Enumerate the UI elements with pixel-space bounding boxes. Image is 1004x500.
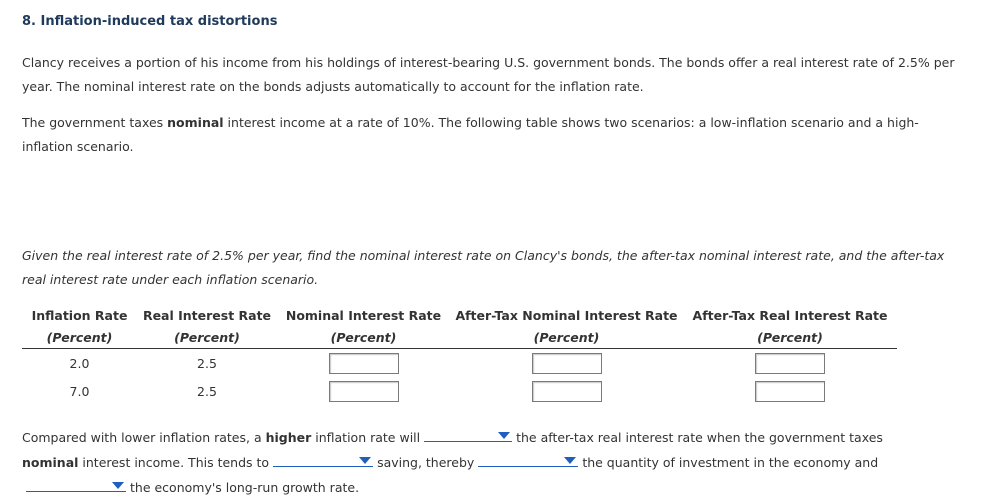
fill-text: inflation rate will [311,430,421,445]
inflation-scenarios-table [22,304,897,405]
inflation-rate-cell: 7.0 [69,383,90,399]
subheader-percent: (Percent) [137,326,277,349]
table-row [22,349,897,378]
fill-text: interest income. This tends to [78,455,270,470]
subheader-percent: (Percent) [22,326,137,349]
fill-text-bold: nominal [22,455,79,470]
header-nominal-interest-rate: Nominal Interest Rate [285,307,442,323]
fill-text: Compared with lower inflation rates, a [22,430,266,445]
real-interest-rate-cell: 2.5 [197,355,217,371]
table-subheader-row [22,326,897,349]
after-tax-real-rate-dropdown[interactable] [424,425,512,442]
header-real-interest-rate: Real Interest Rate [142,307,272,323]
fill-text: the after-tax real interest rate when the government taxes [516,430,883,445]
fill-text: the quantity of investment in the economy and [582,455,879,470]
after-tax-real-input[interactable] [755,353,825,374]
chevron-down-icon [112,482,124,489]
fill-text: saving, thereby [377,455,475,470]
tax-paragraph-bold: nominal [167,115,224,130]
chevron-down-icon [359,457,371,464]
saving-dropdown[interactable] [273,450,373,467]
fill-in-paragraph [22,425,902,500]
subheader-percent: (Percent) [683,326,897,349]
tax-paragraph [22,111,967,159]
growth-rate-dropdown[interactable] [26,475,126,492]
chevron-down-icon [498,432,510,439]
header-after-tax-nominal: After-Tax Nominal Interest Rate [455,307,678,323]
inflation-rate-cell: 2.0 [69,355,90,371]
real-interest-rate-cell: 2.5 [197,383,217,399]
problem-heading: 8. Inflation-induced tax distortions [22,14,278,29]
subheader-percent: (Percent) [277,326,450,349]
subheader-percent: (Percent) [450,326,683,349]
header-inflation-rate: Inflation Rate [31,307,128,323]
chevron-down-icon [564,457,576,464]
investment-dropdown[interactable] [478,450,578,467]
table-row [22,377,897,405]
fill-text: the economy's long-run growth rate. [130,480,360,495]
nominal-rate-input[interactable] [329,353,399,374]
header-after-tax-real: After-Tax Real Interest Rate [692,307,888,323]
tax-paragraph-after: interest income at a rate of 10%. The following table shows two scenarios: a low-inflation scenario and a high-inflation scenario. [22,115,919,154]
scenario-paragraph: Clancy receives a portion of his income from his holdings of interest-bearing U.S. government bonds. The bonds offer a real interest rate of 2.5% per year. The nominal interest rate on the bonds adjusts automatically to account for the inflation rate. [22,55,955,94]
nominal-rate-input[interactable] [329,381,399,402]
table-header-row [22,304,897,326]
fill-text-bold: higher [265,430,312,445]
after-tax-nominal-input[interactable] [532,353,602,374]
tax-paragraph-before: The government taxes [22,115,168,130]
after-tax-nominal-input[interactable] [532,381,602,402]
after-tax-real-input[interactable] [755,381,825,402]
instruction-text: Given the real interest rate of 2.5% per year, find the nominal interest rate on Clancy's bonds, the after-tax nominal interest rate, and the after-tax real interest rate under each inflation scenario. [22,248,945,287]
